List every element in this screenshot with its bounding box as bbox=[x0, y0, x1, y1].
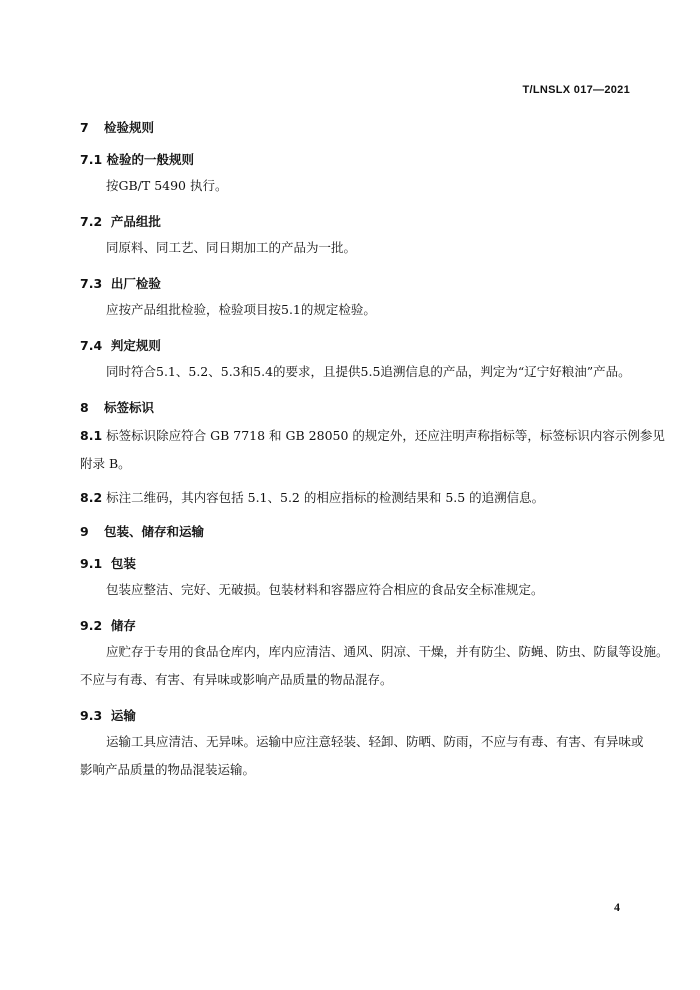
heading-number: 9.1 bbox=[80, 556, 103, 571]
heading-number: 9.3 bbox=[80, 708, 103, 723]
heading-number: 7.3 bbox=[80, 276, 103, 291]
heading-title: 判定规则 bbox=[110, 338, 161, 353]
heading-title: 出厂检验 bbox=[110, 276, 161, 291]
heading-title: 检验的一般规则 bbox=[106, 152, 195, 167]
clause-8-1 bbox=[80, 422, 665, 478]
heading-7-1 bbox=[80, 150, 635, 168]
clause-number: 8.1 bbox=[80, 428, 103, 443]
heading-9-1 bbox=[80, 554, 635, 572]
paragraph-9-2 bbox=[80, 638, 669, 694]
paragraph-line: 运输工具应清洁、无异味。运输中应注意轻装、轻卸、防晒、防雨，不应与有毒、有害、有异味或 bbox=[106, 734, 644, 749]
heading-number: 8 bbox=[80, 400, 89, 415]
paragraph-7-1: 按GB/T 5490 执行。 bbox=[106, 178, 228, 193]
paragraph-7-3: 应按产品组批检验，检验项目按5.1的规定检验。 bbox=[106, 302, 376, 317]
heading-title: 运输 bbox=[110, 708, 136, 723]
clause-number: 8.2 bbox=[80, 490, 103, 505]
heading-title: 标签标识 bbox=[104, 400, 155, 415]
clause-line: 附录 B。 bbox=[80, 456, 131, 471]
heading-title: 包装 bbox=[110, 556, 136, 571]
document-body bbox=[80, 118, 669, 784]
paragraph-line: 影响产品质量的物品混装运输。 bbox=[80, 762, 256, 777]
page-number: 4 bbox=[614, 900, 620, 914]
heading-title: 储存 bbox=[110, 618, 136, 633]
paragraph-9-1: 包装应整洁、完好、无破损。包装材料和容器应符合相应的食品安全标准规定。 bbox=[106, 582, 544, 597]
heading-7-4 bbox=[80, 336, 635, 354]
heading-title: 包装、储存和运输 bbox=[104, 524, 205, 539]
heading-number: 9 bbox=[80, 524, 89, 539]
clause-text: 标签标识除应符合 GB 7718 和 GB 28050 的规定外，还应注明声称指标等，标签标识内容示例参见 bbox=[106, 428, 665, 443]
heading-7 bbox=[80, 118, 635, 136]
heading-7-2 bbox=[80, 212, 635, 230]
document-code: T/LNSLX 017—2021 bbox=[522, 84, 630, 96]
heading-9 bbox=[80, 522, 635, 540]
heading-title: 检验规则 bbox=[104, 120, 155, 135]
clause-line bbox=[80, 422, 665, 450]
heading-7-3 bbox=[80, 274, 635, 292]
clause-text: 标注二维码，其内容包括 5.1、5.2 的相应指标的检测结果和 5.5 的追溯信息。 bbox=[106, 490, 545, 505]
heading-number: 7.4 bbox=[80, 338, 103, 353]
paragraph-7-2: 同原料、同工艺、同日期加工的产品为一批。 bbox=[106, 240, 357, 255]
heading-8 bbox=[80, 398, 635, 416]
paragraph-line: 应贮存于专用的食品仓库内，库内应清洁、通风、阴凉、干燥，并有防尘、防蝇、防虫、防鼠等设施。 bbox=[106, 644, 669, 659]
heading-9-2 bbox=[80, 616, 635, 634]
heading-number: 9.2 bbox=[80, 618, 103, 633]
paragraph-line: 不应与有毒、有害、有异味或影响产品质量的物品混存。 bbox=[80, 672, 393, 687]
paragraph-9-3 bbox=[80, 728, 644, 784]
heading-number: 7 bbox=[80, 120, 89, 135]
heading-number: 7.2 bbox=[80, 214, 103, 229]
clause-8-2 bbox=[80, 484, 635, 512]
heading-title: 产品组批 bbox=[110, 214, 161, 229]
heading-number: 7.1 bbox=[80, 152, 103, 167]
paragraph-7-4: 同时符合5.1、5.2、5.3和5.4的要求，且提供5.5追溯信息的产品，判定为“辽宁好粮油”产品。 bbox=[106, 364, 631, 379]
heading-9-3 bbox=[80, 706, 635, 724]
